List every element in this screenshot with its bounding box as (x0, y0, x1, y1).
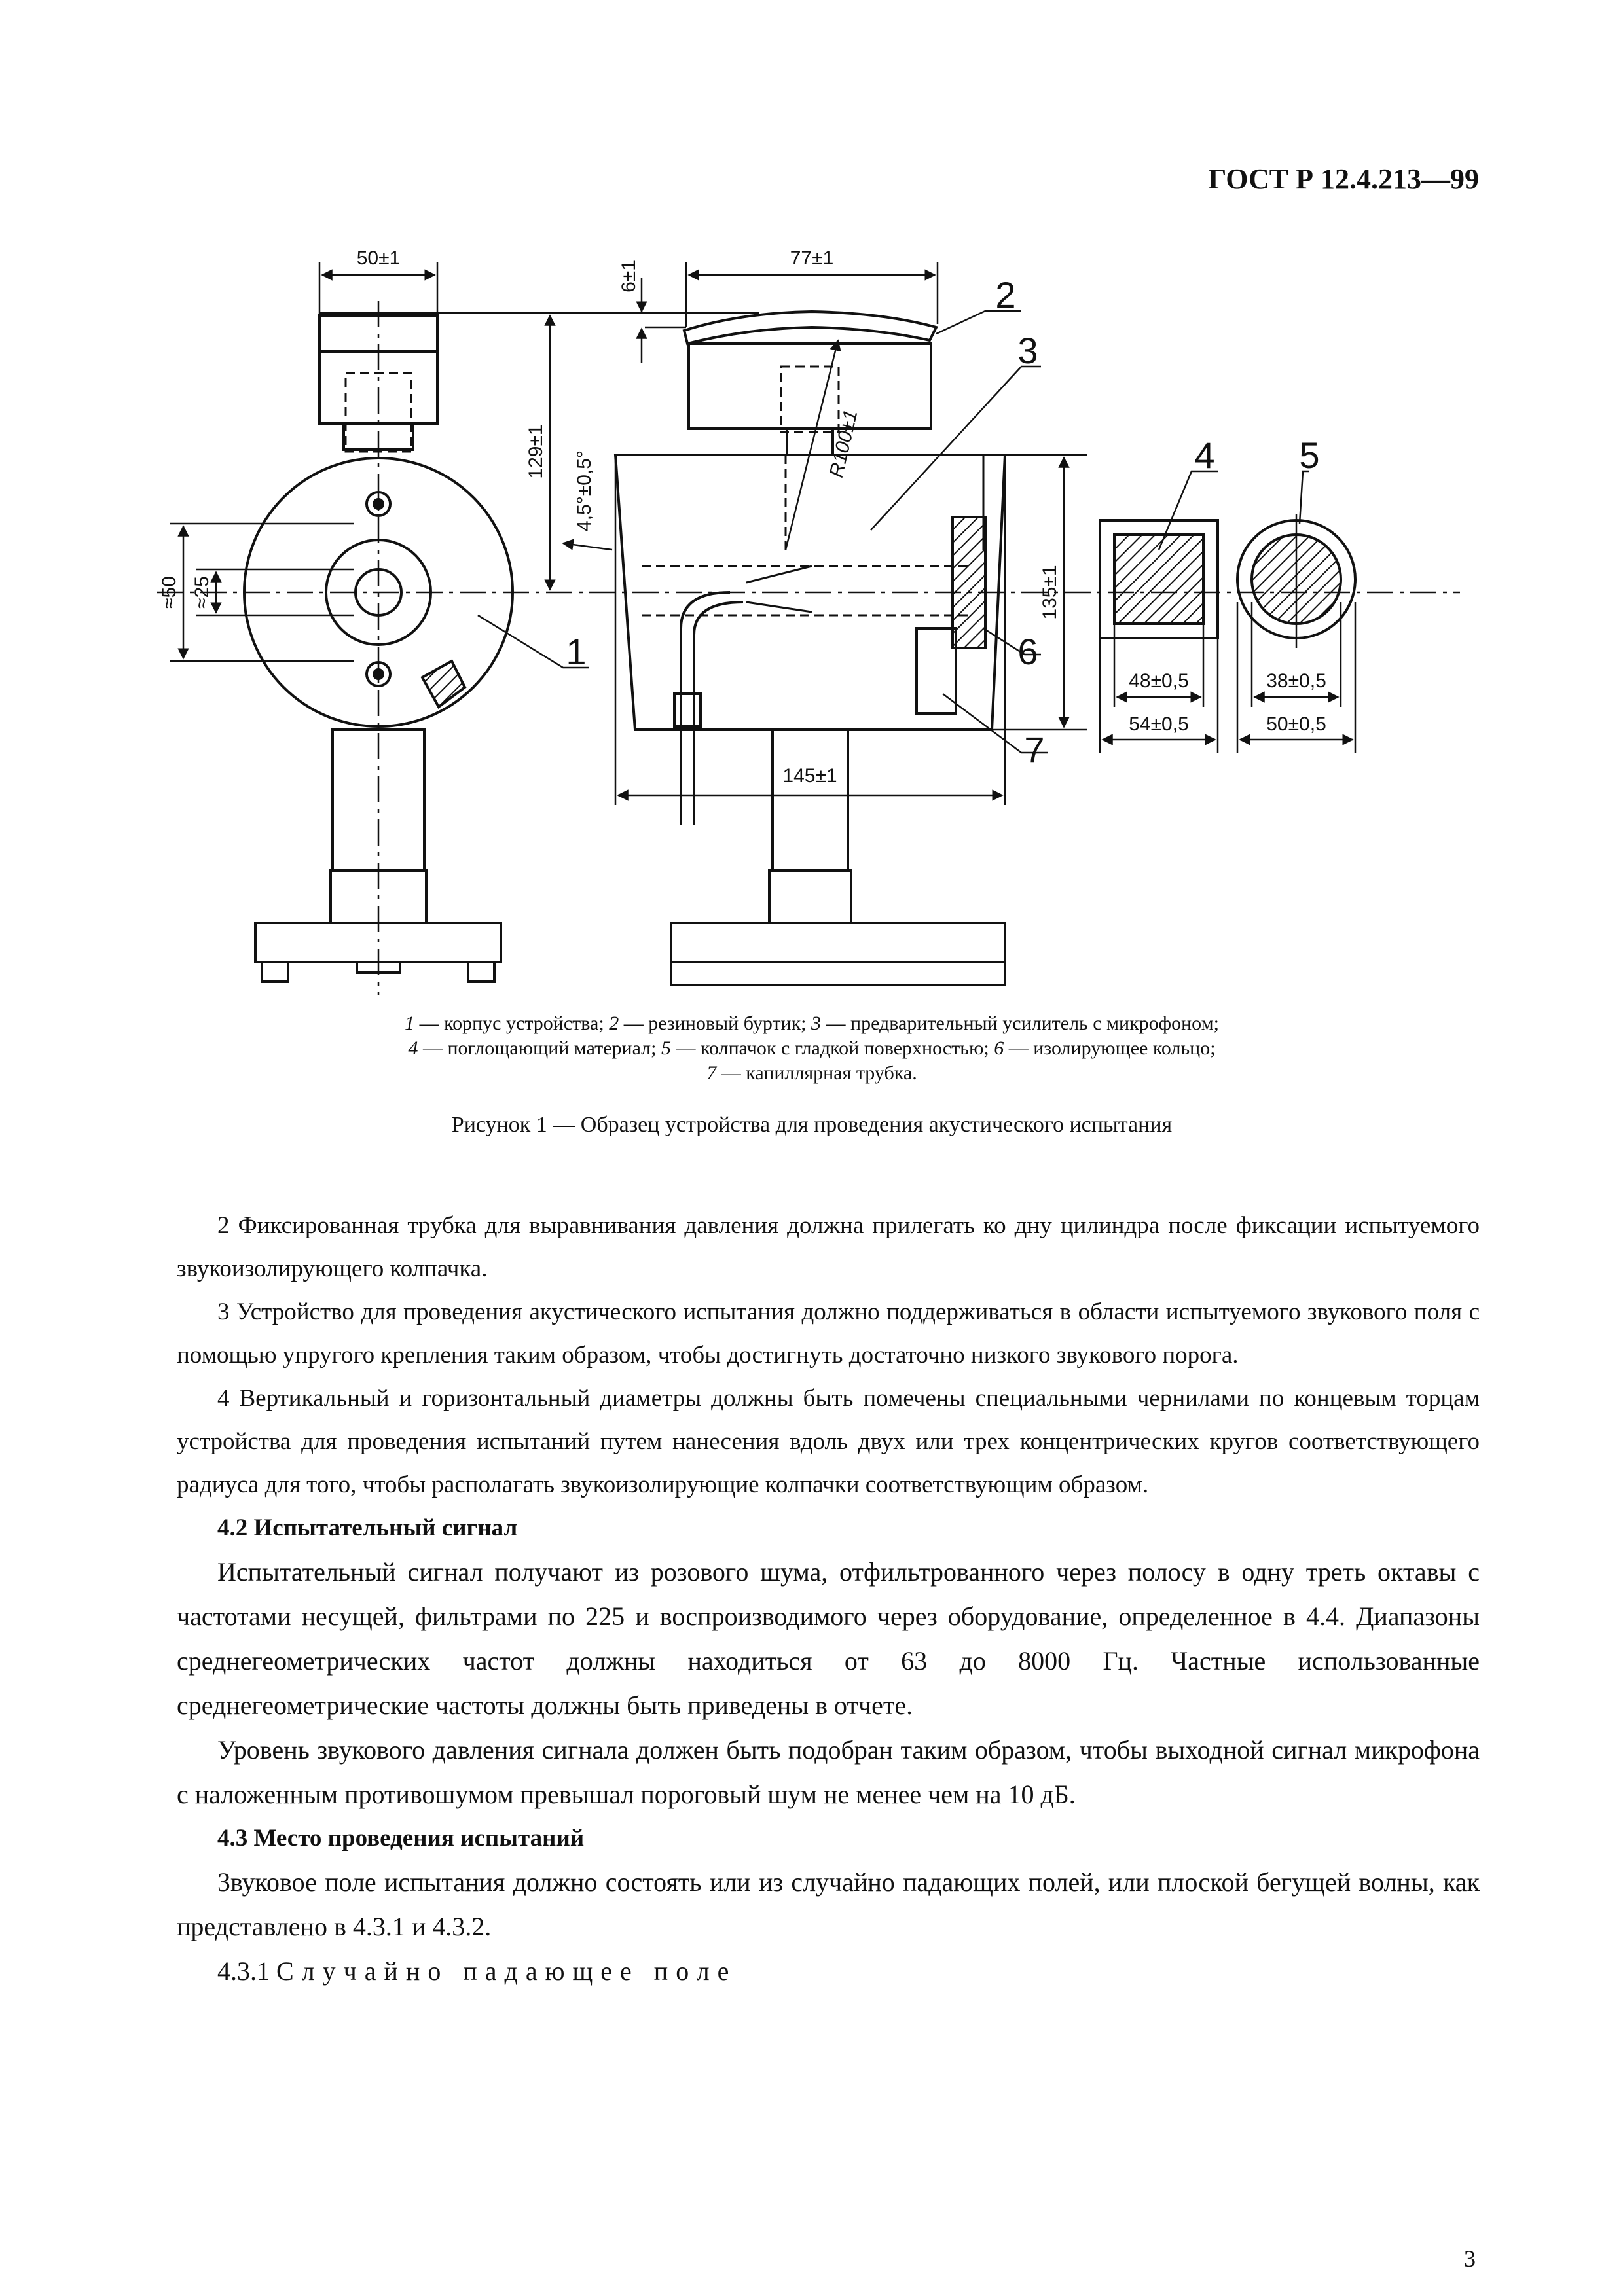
legend-num-6: 6 (994, 1037, 1004, 1059)
document-body (177, 1204, 1480, 1994)
callout-7: 7 (1024, 729, 1045, 770)
paragraph-3: 3 Устройство для проведения акустического испытания должно поддерживаться в области испытуемого звукового поля с помощью упругого крепления таким образом, чтобы достигнуть достаточно низкого звукового порога. (177, 1299, 1480, 1369)
legend-text-5: — колпачок с гладкой поверхностью; (670, 1037, 994, 1059)
legend-text-7: — капиллярная трубка. (716, 1062, 917, 1084)
dim-77: 77±1 (790, 247, 834, 269)
legend-text-1: — корпус устройства; (414, 1013, 610, 1034)
legend-line-3 (196, 1061, 1427, 1086)
legend-num-5: 5 (661, 1037, 671, 1059)
technical-drawing (157, 236, 1460, 1014)
subsection-number: 4.3.1 (217, 1956, 270, 1986)
dim-48: 48±0,5 (1129, 670, 1189, 692)
legend-num-7: 7 (706, 1062, 717, 1084)
figure-1-drawing (157, 236, 1460, 1014)
dim-50b: 50±0,5 (1266, 713, 1326, 735)
legend-num-1: 1 (405, 1013, 415, 1034)
legend-num-4: 4 (408, 1037, 418, 1059)
callout-2: 2 (995, 274, 1016, 315)
paragraph-4-2-b: Уровень звукового давления сигнала должен быть подобран таким образом, чтобы выходной сигнал микрофона с наложенным противошумом превышал пороговый шум не менее чем на 10 дБ. (177, 1735, 1480, 1809)
section-heading-4-2: 4.2 Испытательный сигнал (217, 1515, 518, 1541)
dim-38: 38±0,5 (1266, 670, 1326, 692)
legend-text-3: — предварительный усилитель с микрофоном; (821, 1013, 1219, 1034)
paragraph-4-2-a: Испытательный сигнал получают из розового шума, отфильтрованного через полосу в одну треть октавы с частотами несущей, фильтрами по 225 и воспроизводимого через оборудование, определенное в 4.4. Диапазоны среднегеометрических частот должны находиться от 63 до 8000 Гц. Частные использованные среднегеометрические частоты должны быть приведены в отчете. (177, 1557, 1480, 1720)
legend-num-2: 2 (609, 1013, 619, 1034)
rubber-rim (684, 312, 936, 344)
callout-1: 1 (566, 631, 587, 672)
middle-base (671, 923, 1005, 962)
legend-text-4: — поглощающий материал; (418, 1037, 661, 1059)
legend-line-2 (196, 1036, 1427, 1061)
callout-6: 6 (1017, 631, 1038, 672)
figure-legend (196, 1011, 1427, 1086)
dim-angle: 4,5°±0,5° (574, 450, 595, 531)
paragraph-4: 4 Вертикальный и горизонтальный диаметры должны быть помечены специальными чернилами по концевым торцам устройства для проведения испытаний путем нанесения вдоль двух или трех концентрических кругов соответствующего радиуса для того, чтобы располагать звукоизолирующие колпачки соответствующим образом. (177, 1385, 1480, 1498)
dim-54: 54±0,5 (1129, 713, 1189, 735)
middle-top-block (689, 344, 931, 429)
legend-text-6: — изолирующее кольцо; (1004, 1037, 1216, 1059)
dim-approx-50: ≈50 (158, 576, 180, 609)
dim-approx-25: ≈25 (191, 576, 213, 609)
paragraph-4-3: Звуковое поле испытания должно состоять или из случайно падающих полей, или плоской бегущей волны, как представлено в 4.3.1 и 4.3.2. (177, 1867, 1480, 1941)
callout-5: 5 (1299, 435, 1320, 476)
subsection-title: Случайно падающее поле (276, 1956, 737, 1986)
dim-50: 50±1 (356, 247, 401, 269)
page-number: 3 (1464, 2246, 1476, 2272)
dim-129: 129±1 (525, 424, 547, 479)
paragraph-2: 2 Фиксированная трубка для выравнивания давления должна прилегать ко дну цилиндра после фиксации испытуемого звукоизолирующего колпачка. (177, 1212, 1480, 1282)
legend-num-3: 3 (811, 1013, 822, 1034)
subsection-4-3-1 (177, 1949, 1480, 1994)
figure-caption: Рисунок 1 — Образец устройства для проведения акустического испытания (451, 1113, 1173, 1137)
callout-3: 3 (1017, 330, 1038, 371)
section-heading-4-3: 4.3 Место проведения испытаний (217, 1825, 585, 1852)
insulating-ring (953, 517, 985, 648)
dim-145: 145±1 (782, 765, 837, 787)
dim-6: 6±1 (618, 260, 640, 293)
callout-4: 4 (1194, 435, 1215, 476)
legend-text-2: — резиновый буртик; (619, 1013, 812, 1034)
dim-135: 135±1 (1039, 565, 1061, 620)
legend-line-1 (196, 1011, 1427, 1036)
document-header: ГОСТ Р 12.4.213—99 (1208, 163, 1479, 195)
dim-radius: R100±1 (825, 408, 862, 480)
capillary-tube (681, 592, 730, 730)
